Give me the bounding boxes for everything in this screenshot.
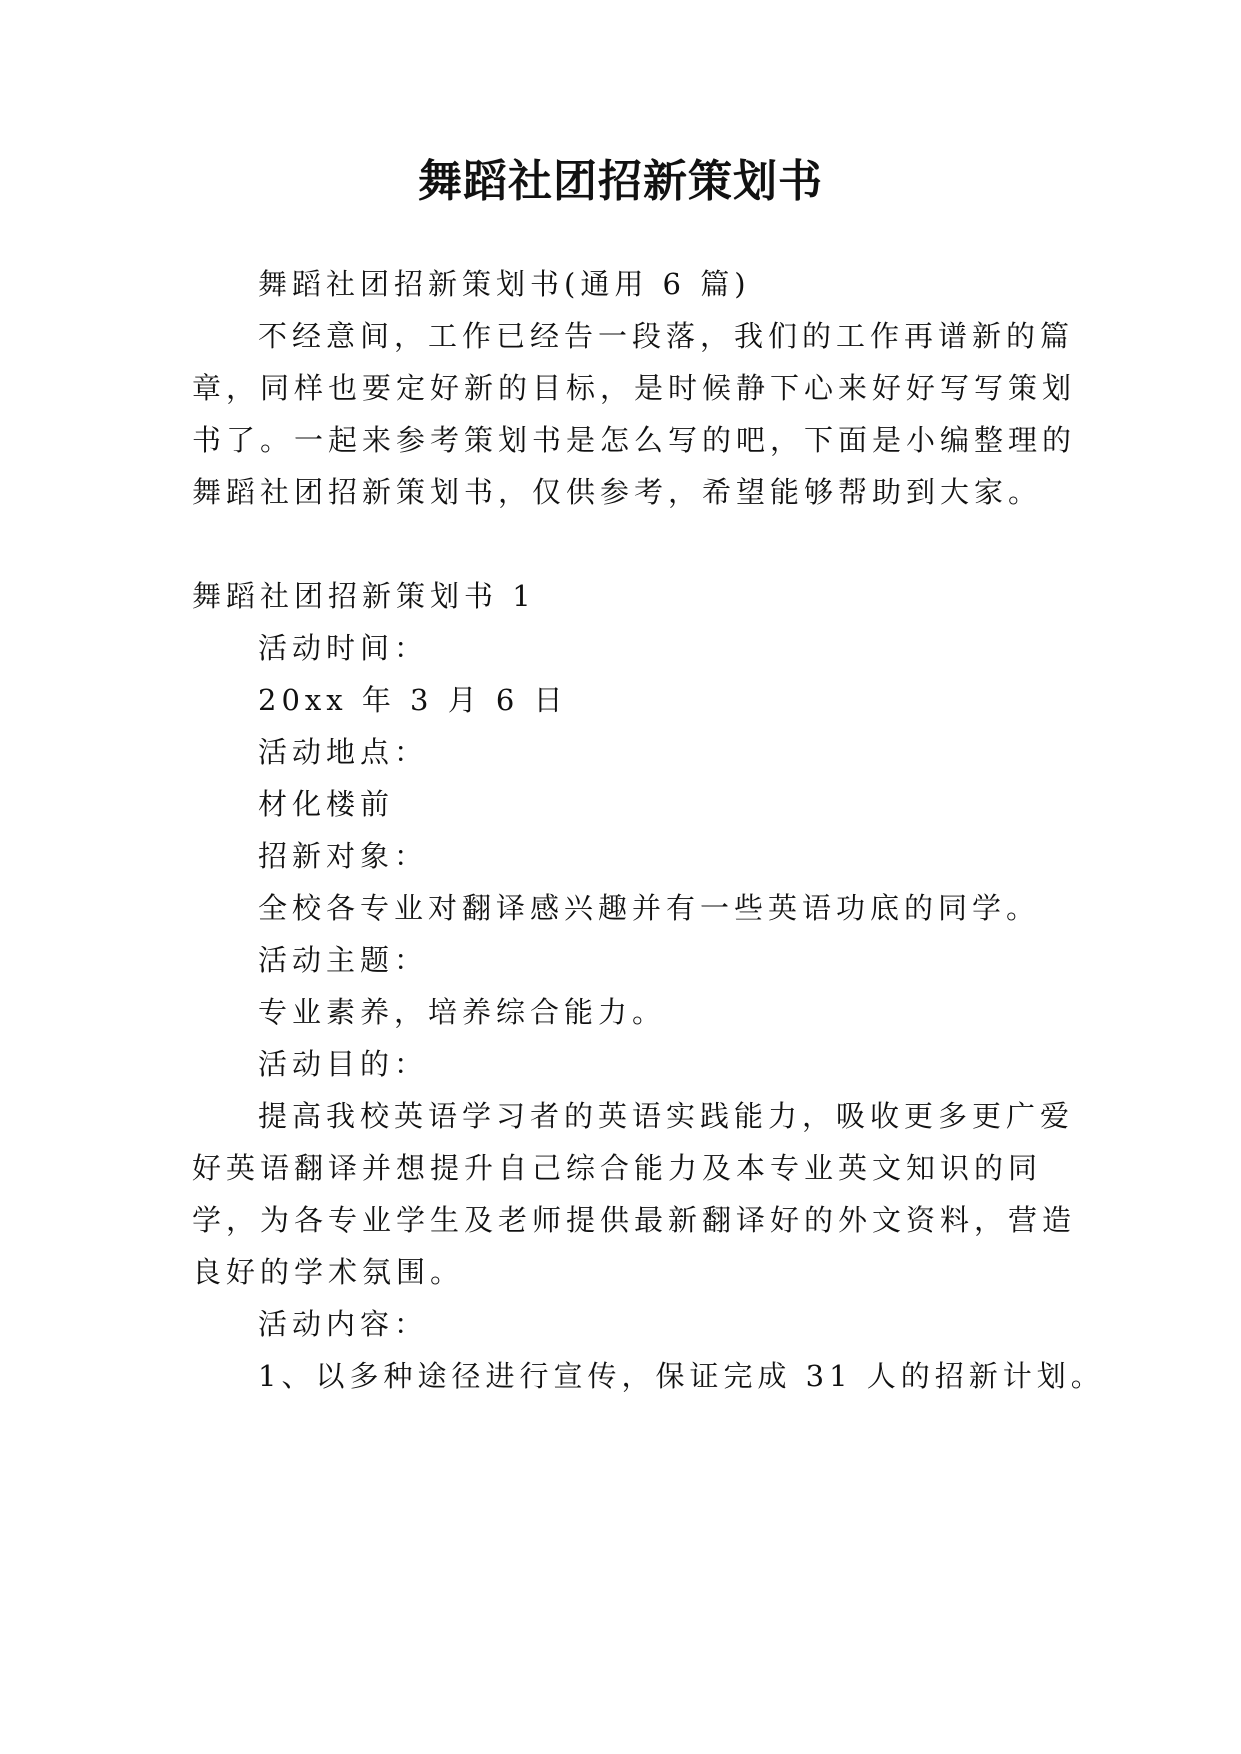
activity-place-label: 活动地点： [258, 735, 429, 769]
section-heading: 舞蹈社团招新策划书 1 [192, 579, 536, 613]
target-label: 招新对象： [258, 839, 429, 873]
theme-label: 活动主题： [258, 943, 429, 977]
content-label: 活动内容： [258, 1307, 429, 1341]
activity-time-label: 活动时间： [258, 631, 429, 665]
purpose-line-1: 提高我校英语学习者的英语实践能力，吸收更多更广爱 [258, 1099, 1075, 1133]
purpose-line-2: 好英语翻译并想提升自己综合能力及本专业英文知识的同 [192, 1151, 1043, 1185]
intro-line-1: 不经意间，工作已经告一段落，我们的工作再谱新的篇 [258, 319, 1075, 353]
activity-place-value: 材化楼前 [258, 787, 395, 821]
intro-line-3: 书了。一起来参考策划书是怎么写的吧，下面是小编整理的 [192, 423, 1077, 457]
intro-line-4: 舞蹈社团招新策划书，仅供参考，希望能够帮助到大家。 [192, 475, 1043, 509]
page-title: 舞蹈社团招新策划书 [418, 156, 823, 207]
purpose-line-3: 学，为各专业学生及老师提供最新翻译好的外文资料，营造 [192, 1203, 1077, 1237]
purpose-line-4: 良好的学术氛围。 [192, 1255, 465, 1289]
theme-value: 专业素养，培养综合能力。 [258, 995, 667, 1029]
purpose-label: 活动目的： [258, 1047, 429, 1081]
content-item-1: 1、以多种途径进行宣传，保证完成 31 人的招新计划。 [258, 1359, 1105, 1393]
target-value: 全校各专业对翻译感兴趣并有一些英语功底的同学。 [258, 891, 1041, 925]
activity-time-value: 20xx 年 3 月 6 日 [258, 683, 568, 717]
document-subtitle: 舞蹈社团招新策划书(通用 6 篇) [258, 267, 751, 301]
intro-line-2: 章，同样也要定好新的目标，是时候静下心来好好写写策划 [192, 371, 1077, 405]
